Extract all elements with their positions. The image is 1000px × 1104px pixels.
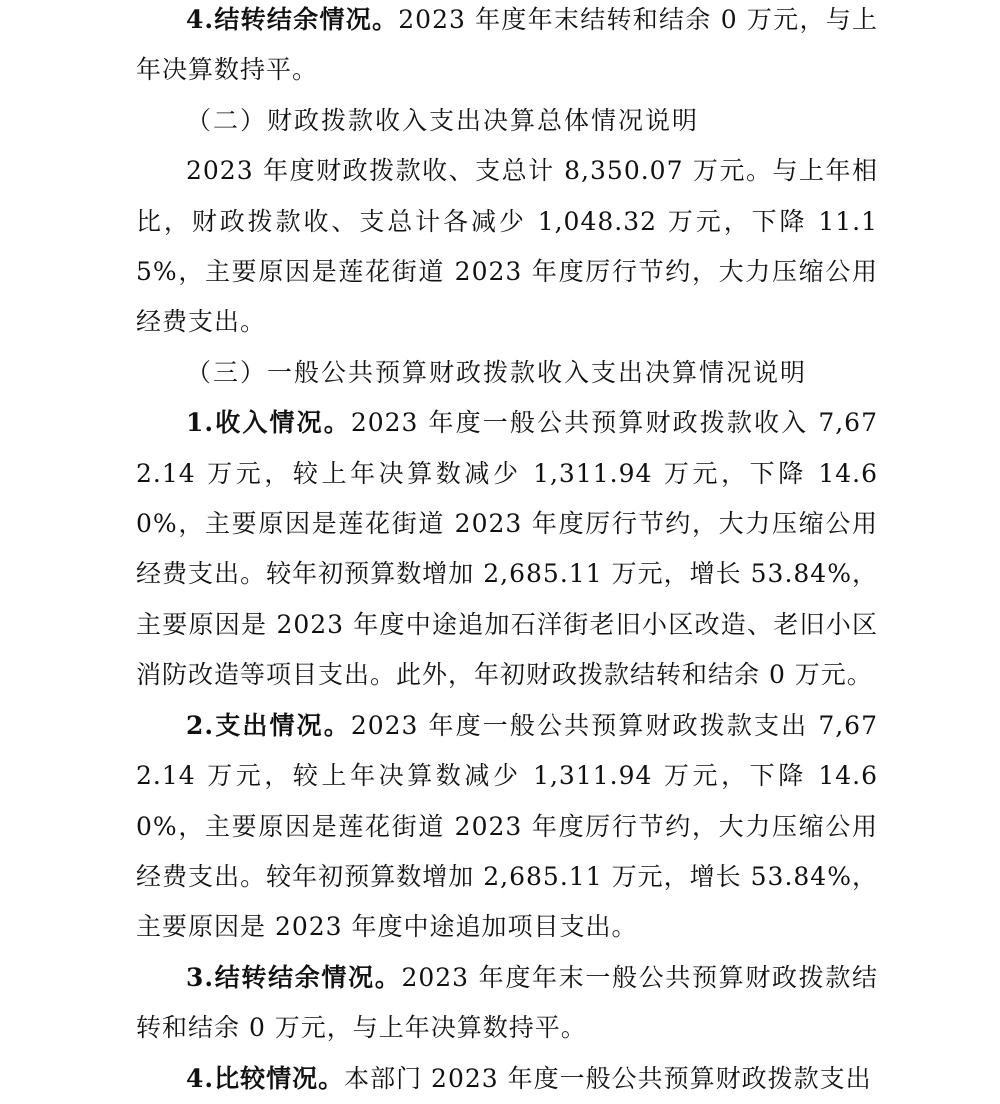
paragraph-text: 2023 年度财政拨款收、支总计 8,350.07 万元。与上年相比，财政拨款收、支总计各减少 1,048.32 万元，下降 11.15%，主要原因是莲花街道 2023 年度厉行节约，大力压缩公用经费支出。 <box>136 156 878 337</box>
paragraph-lead: 3.结转结余情况。 <box>186 962 402 992</box>
paragraph-comparison <box>136 1054 878 1104</box>
paragraph-expenditure <box>136 701 878 953</box>
section-heading-2: （二）财政拨款收入支出决算总体情况说明 <box>186 105 700 135</box>
paragraph-text: 本部门 2023 年度一般公共预算财政拨款支出 <box>344 1063 872 1093</box>
paragraph-text: 2023 年度一般公共预算财政拨款收入 7,672.14 万元，较上年决算数减少 1,311.94 万元，下降 14.60%，主要原因是莲花街道 2023 年度厉行节约，大力压缩公用经费支出。较年初预算数增加 2,685.11 万元，增长 53.84%，主要原因是 2023 年度中途追加石洋街老旧小区改造、老旧小区消防改造等项目支出。此外，年初财政拨款结转和结余 0 万元。 <box>136 408 878 690</box>
paragraph-text: 2023 年度一般公共预算财政拨款支出 7,672.14 万元，较上年决算数减少 1,311.94 万元，下降 14.60%，主要原因是莲花街道 2023 年度厉行节约，大力压缩公用经费支出。较年初预算数增加 2,685.11 万元，增长 53.84%，主要原因是 2023 年度中途追加项目支出。 <box>136 710 878 942</box>
paragraph-lead: 4.比较情况。 <box>186 1063 345 1093</box>
section-heading-3: （三）一般公共预算财政拨款收入支出决算情况说明 <box>186 357 808 387</box>
paragraph-text: 2023 年度年末一般公共预算财政拨款结转和结余 0 万元，与上年决算数持平。 <box>136 962 878 1043</box>
paragraph-carryover-general <box>136 953 878 1054</box>
paragraph-lead: 1.收入情况。 <box>186 408 351 438</box>
paragraph-lead: 4.结转结余情况。 <box>186 5 399 34</box>
paragraph-carryover-balance <box>136 0 878 96</box>
paragraph-overall-summary <box>136 146 878 348</box>
paragraph-income <box>136 398 878 700</box>
document-page <box>136 0 878 1104</box>
paragraph-lead: 2.支出情况。 <box>186 710 351 740</box>
paragraph-text: 2023 年度年末结转和结余 0 万元，与上年决算数持平。 <box>136 5 878 85</box>
